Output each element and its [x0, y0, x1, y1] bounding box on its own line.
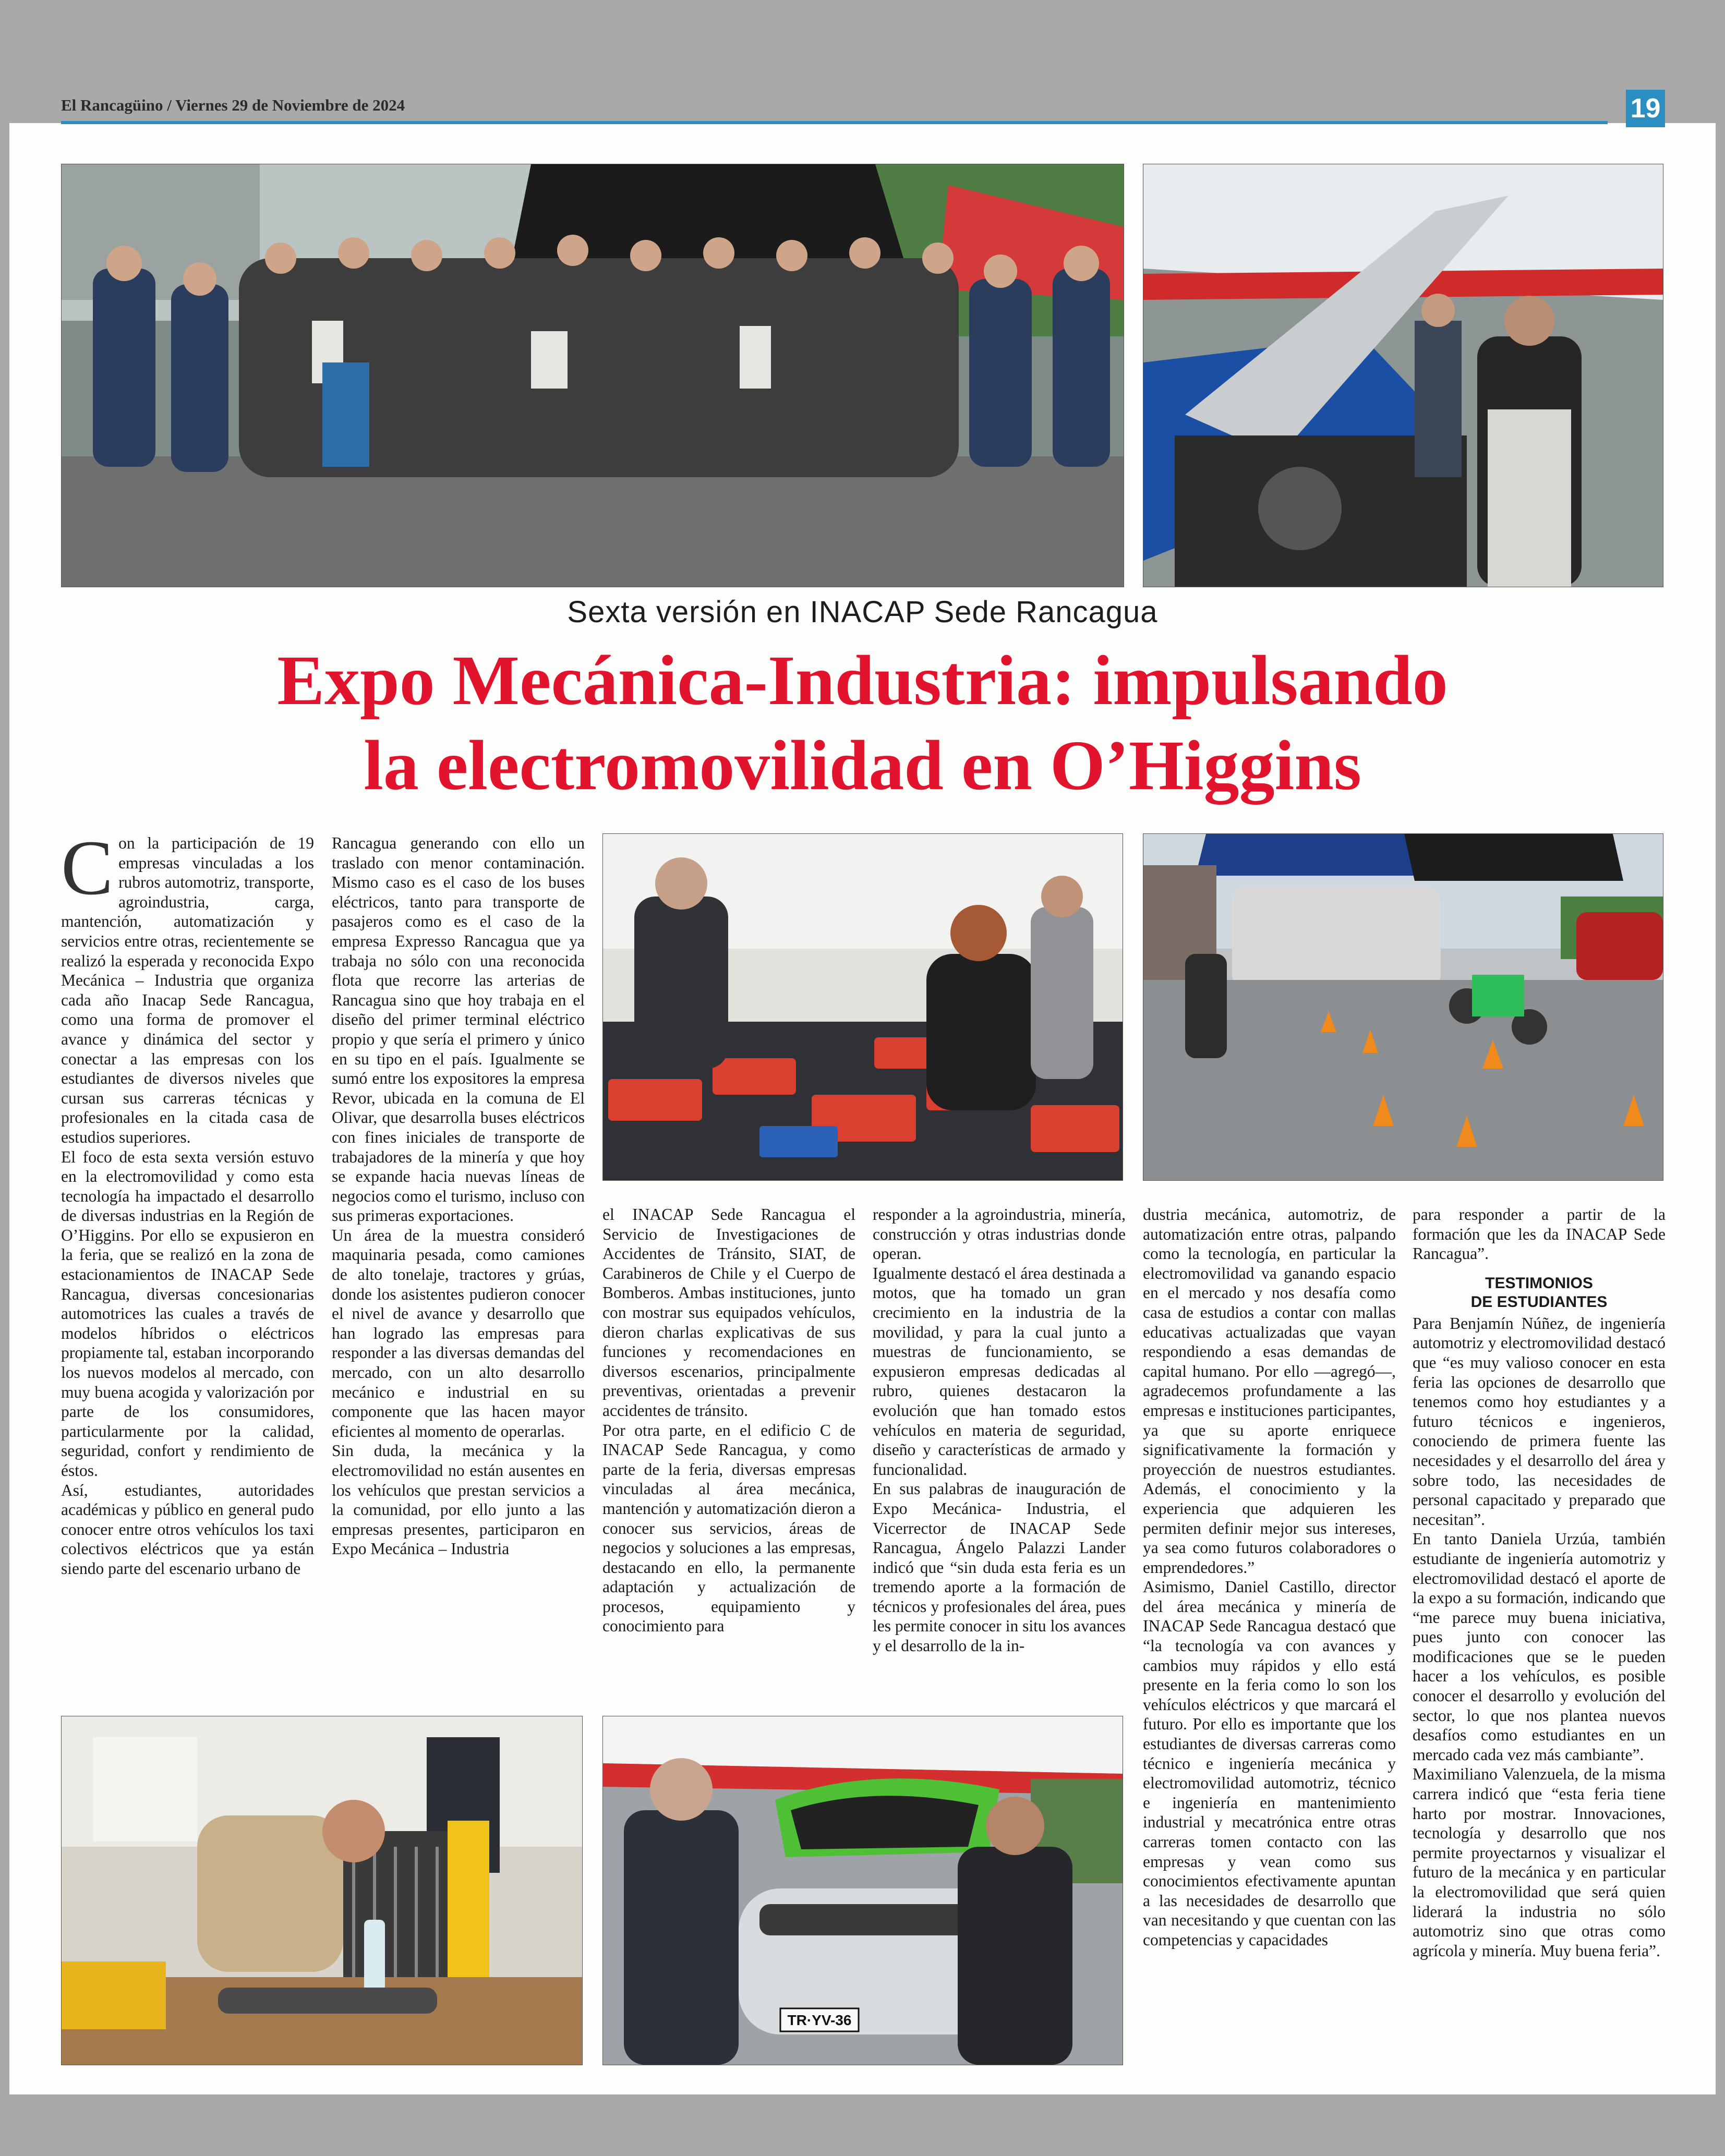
paragraph: dustria mecánica, automotriz, de automatización entre otras, palpando como la tecnología, en particular la electromovilidad va ganando espacio en el mercado y nos desafía como casa de estudios a contar con mallas educativas actualizadas que vayan respondiendo a esas demandas de capital humano. Por ello —agregó—, agradecemos profundamente a las empresas e instituciones participantes, ya que su aporte enriquece significativamente la formación y proyección de nuestros estudiantes. Además, el conocimiento y la experiencia que adquieren les permiten definir mejor sus intereses, ya sea como futuros colaboradores o emprendedores.”	[1143, 1205, 1396, 1577]
text-column-2	[332, 833, 585, 1710]
photo-workshop	[61, 1716, 583, 2065]
paragraph: para responder a partir de la formación que les da INACAP Sede Rancagua”.	[1413, 1205, 1666, 1263]
publication-name: El Rancagüino	[61, 96, 163, 114]
text-column-4	[873, 1205, 1126, 1711]
photo-electric-car	[602, 1716, 1123, 2065]
publication-date: Viernes 29 de Noviembre de 2024	[175, 96, 405, 114]
paragraph: El foco de esta sexta versión estuvo en la electromovilidad y como esta tecnología ha impactado el desarrollo de diversas industrias en la Región de O’Higgins. Por ello se expusieron en la feria, que se realizó en la zona de estacionamientos de INACAP Sede Rancagua, diversas concesionarias automotrices las cuales a través de modelos híbridos o eléctricos propiamente tal, estaban incorporando los nuevos modelos al mercado, con muy buena acogida y valorización por parte de los consumidores, particularmente por la calidad, seguridad, confort y rendimiento de éstos.	[61, 1147, 314, 1480]
paragraph: Rancagua generando con ello un traslado con menor contaminación. Mismo caso es el caso de los buses eléctricos, tanto para transporte de pasajeros como es el caso de la empresa Expresso Rancagua que ya trabaja no sólo con una reconocida flota que recorre las arterias de Rancagua sino que hoy trabaja en el diseño del primer terminal eléctrico propio y que sería el primero y único en su tipo en el país. Igualmente se sumó entre los expositores la empresa Revor, ubicada en la comuna de El Olivar, que desarrolla buses eléctricos con fines iniciales de transporte de trabajadores de la minería y que hoy se expande hacia nuevas líneas de negocios como el turismo, incluso con sus primeras exportaciones.	[332, 834, 585, 1225]
paragraph: Igualmente destacó el área destinada a motos, que ha tomado un gran crecimiento en la industria de la movilidad, y para la cual junto a muestras de funcionamiento, se expusieron empresas dedicadas al rubro, quienes destacaron la evolución que han tomado estos vehículos en materia de seguridad, diseño y características de armado y funcionalidad.	[873, 1264, 1126, 1479]
article-title-line-1: Expo Mecánica-Industria: impulsando	[277, 641, 1448, 720]
paragraph: En sus palabras de inauguración de Expo Mecánica- Industria, el Vicerrector de INACAP Sede Rancagua, Ángelo Palazzi Lander indicó que “sin duda esta feria es un tremendo aporte a la formación de técnicos y profesionales del área, pues les permite conocer in situ los avances y el desarrollo de la in-	[873, 1480, 1126, 1655]
paragraph: Para Benjamín Núñez, de ingeniería automotriz y electromovilidad destacó que “es muy valioso conocer en esta feria las opciones de desarrollo que tenemos como hoy estudiantes y a futuro técnicos e ingenieros, conociendo de primera fuente las necesidades y el desarrollo del área y sobre todo, las necesidades de personal capacitado y preparado que necesitan”.	[1413, 1314, 1666, 1529]
page-header	[61, 96, 405, 115]
page-number: 19	[1626, 90, 1665, 127]
header-separator: /	[167, 96, 172, 114]
text-column-1	[61, 825, 314, 1710]
drop-cap: C	[61, 825, 114, 911]
paragraph: Sin duda, la mecánica y la electromovilidad no están ausentes en los vehículos que prestan servicios a la comunidad, por ello junto a las empresas presentes, participaron en Expo Mecánica – Industria	[332, 1442, 585, 1558]
subhead-line: TESTIMONIOS	[1485, 1274, 1593, 1292]
subhead-line: DE ESTUDIANTES	[1470, 1293, 1608, 1311]
paragraph: En tanto Daniela Urzúa, también estudiante de ingeniería automotriz y electromovilidad destacó el aporte de la expo a su formación, indicando que “me parece muy buena iniciativa, pues junto con conocer las modificaciones que se le pueden hacer a los vehículos, es posible conocer el desarrollo y evolución del sector, lo que nos plantea nuevos desafíos como estudiantes en un mercado cada vez más cambiante”.	[1413, 1530, 1666, 1764]
license-plate: TR·YV-36	[787, 2012, 852, 2028]
text-column-3	[602, 1205, 855, 1711]
article-kicker: Sexta versión en INACAP Sede Rancagua	[567, 595, 1158, 629]
paragraph: Así, estudiantes, autoridades académicas y público en general pudo conocer entre otros vehículos los taxi colectivos eléctricos que ya están siendo parte del escenario urbano de	[61, 1481, 314, 1578]
photo-group	[61, 164, 1124, 587]
paragraph: Por otra parte, en el edificio C de INACAP Sede Rancagua, y como parte de la feria, diversas empresas vinculadas al área mecánica, mantención y automatización dieron a conocer sus servicios, áreas de negocios y soluciones a las empresas, destacando en ello, la permanente adaptación y actualización de procesos, equipamiento y conocimiento para	[602, 1421, 855, 1636]
paragraph: on la participación de 19 empresas vinculadas a los rubros automotriz, transporte, agroindustria, carga, mantención, automatización y servicios entre otras, recientemente se realizó la esperada y reconocida Expo Mecánica – Industria que organiza cada año Inacap Sede Rancagua, como una forma de promover el avance y dinámica del sector y conectar a las empresas con los estudiantes de diversos niveles que cursan sus carreras técnicas y profesionales en la citada casa de estudios superiores.	[61, 834, 314, 1146]
photo-motorcycle-area	[1143, 833, 1663, 1181]
paragraph: Asimismo, Daniel Castillo, director del área mecánica y minería de INACAP Sede Rancagua destacó que “la tecnología va con avances y cambios muy rápidos y ello está presente en la feria como lo son los vehículos eléctricos y que marcará el futuro. Por ello es importante que los estudiantes de diversas carreras como técnico e ingeniería mecánica y electromovilidad automotriz, técnico e ingeniería en mantenimiento industrial y mecatrónica entre otras carreras tomen contacto con las empresas y vean como sus conocimientos efectivamente apuntan a las necesidades de desarrollo que van necesitando y que cuentan con las competencias y capacidades	[1143, 1578, 1396, 1949]
article-title-line-2: la electromovilidad en O’Higgins	[364, 726, 1361, 805]
header-rule	[61, 121, 1608, 124]
paragraph: el INACAP Sede Rancagua el Servicio de Investigaciones de Accidentes de Tránsito, SIAT, de Carabineros de Chile y el Cuerpo de Bomberos. Ambas instituciones, junto con mostrar sus equipados vehículos, dieron charlas explicativas de sus funciones y recomendaciones en diversos escenarios, principalmente preventivas, orientadas a prevenir accidentes de tránsito.	[602, 1205, 855, 1420]
text-column-6	[1413, 1205, 1666, 2081]
photo-car-hood	[1143, 164, 1663, 587]
text-column-5	[1143, 1205, 1396, 2081]
section-subhead	[1413, 1274, 1666, 1312]
paragraph: responder a la agroindustria, minería, construcción y otras industrias donde operan.	[873, 1205, 1126, 1263]
photo-tools-exhibit	[602, 833, 1123, 1181]
paragraph: Maximiliano Valenzuela, de la misma carrera indicó que “esta feria tiene harto por mostrar. Innovaciones, tecnología y desarrollo que nos permite proyectarnos y visualizar el futuro de la mecánica y en particular la electromovilidad que será quien liderará la industria no sólo automotriz sino que otras como agrícola y minería. Muy buena feria”.	[1413, 1765, 1666, 1960]
paragraph: Un área de la muestra consideró maquinaria pesada, como camiones de alto tonelaje, tractores y grúas, donde los asistentes pudieron conocer el nivel de avance y desarrollo que han logrado las empresas para responder a las diversas demandas del mercado, con un alto desarrollo mecánico e industrial en su componente que las hacen mayor eficientes al momento de operarlas.	[332, 1226, 585, 1440]
